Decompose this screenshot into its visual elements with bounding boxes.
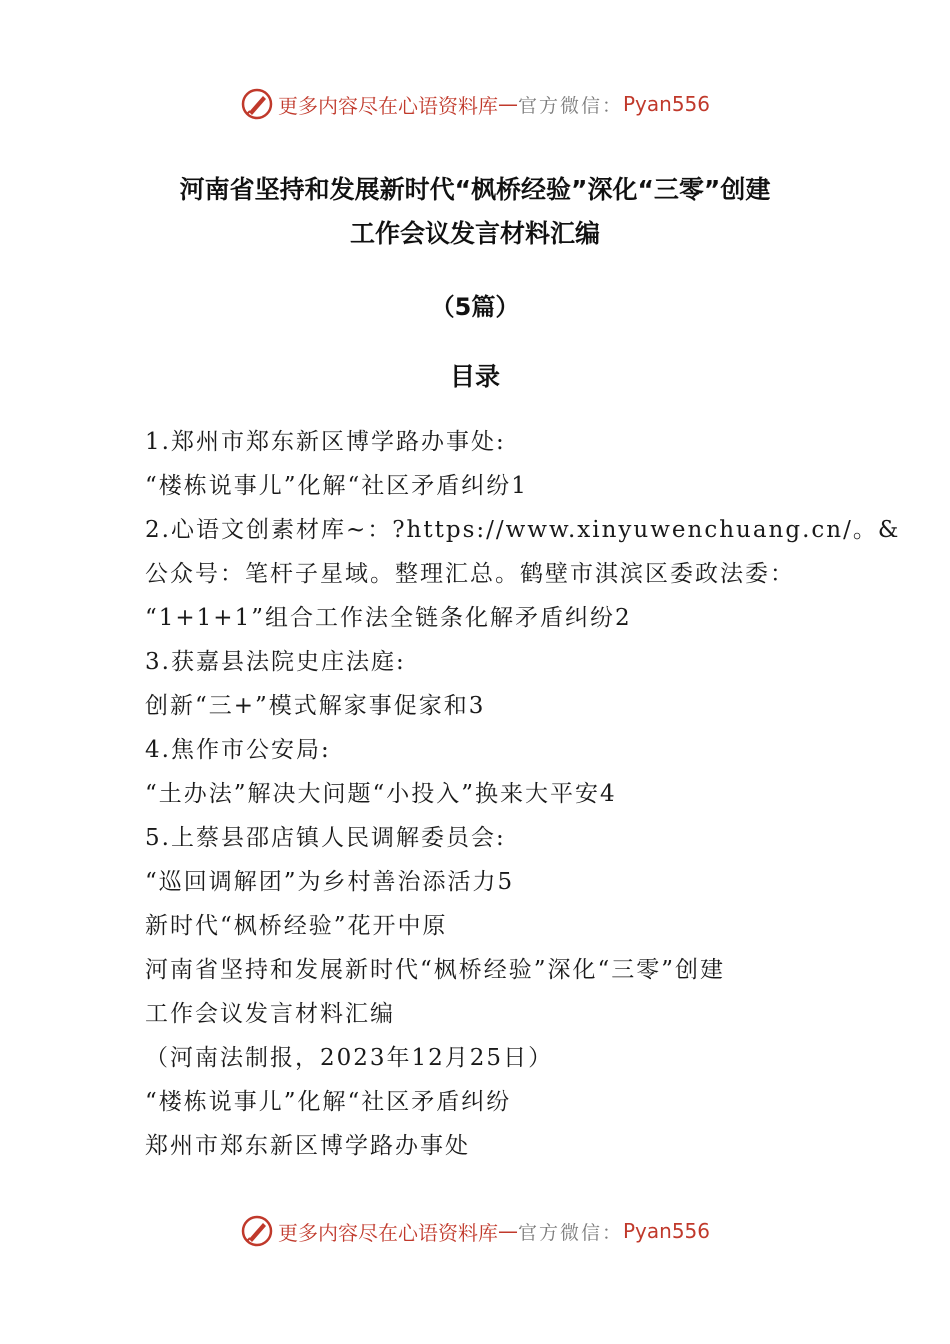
watermark-wechat-label: 官方微信： [517,1221,623,1244]
pen-logo-icon [240,1214,274,1248]
toc-line: 4.焦作市公安局: [145,737,331,763]
toc-line: 5.上蔡县邵店镇人民调解委员会: [145,825,506,851]
toc-line: “土办法”解决大问题“小投入”换来大平安4 [145,781,617,807]
toc-line: 公众号：笔杆子星域。整理汇总。鹤壁市淇滨区委政法委： [145,561,795,587]
toc-line: 创新“三+”模式解家事促家和3 [145,693,486,719]
body-line: 河南省坚持和发展新时代“枫桥经验”深化“三零”创建 [145,957,726,983]
watermark-wechat-id: Pyan556 [623,1219,711,1243]
toc-line: “巡回调解团”为乡村善治添活力5 [145,869,515,895]
watermark-banner-bottom [0,1211,950,1251]
body-line: 郑州市郑东新区博学路办事处 [145,1133,470,1159]
body-line: 新时代“枫桥经验”花开中原 [145,913,448,939]
toc-line: 2.心语文创素材库~：?https://www.xinyuwenchuang.cn/。& [145,517,901,543]
pen-logo-icon [240,87,274,121]
toc-heading: 目录 [449,362,500,391]
watermark-banner-top [0,84,950,124]
body-line: （河南法制报，2023年12月25日） [145,1045,554,1071]
watermark-wechat-label: 官方微信： [517,94,623,117]
document-title-line2: 工作会议发言材料汇编 [349,219,600,248]
toc-line: 3.获嘉县法院史庄法庭: [145,649,406,675]
toc-line: “1+1+1”组合工作法全链条化解矛盾纠纷2 [145,605,632,631]
article-count: （5篇） [430,293,520,321]
watermark-wechat-id: Pyan556 [623,92,711,116]
watermark-text: 更多内容尽在心语资料库 [277,93,498,118]
watermark-separator: — [497,1219,518,1243]
watermark-separator: — [497,92,518,116]
toc-line: 1.郑州市郑东新区博学路办事处: [145,429,506,455]
body-line: “楼栋说事儿”化解“社区矛盾纠纷 [145,1089,512,1115]
toc-body [145,422,901,1170]
document-title-line1: 河南省坚持和发展新时代“枫桥经验”深化“三零”创建 [179,175,771,204]
toc-line: “楼栋说事儿”化解“社区矛盾纠纷1 [145,473,528,499]
body-line: 工作会议发言材料汇编 [145,1001,395,1027]
watermark-text: 更多内容尽在心语资料库 [277,1220,498,1245]
